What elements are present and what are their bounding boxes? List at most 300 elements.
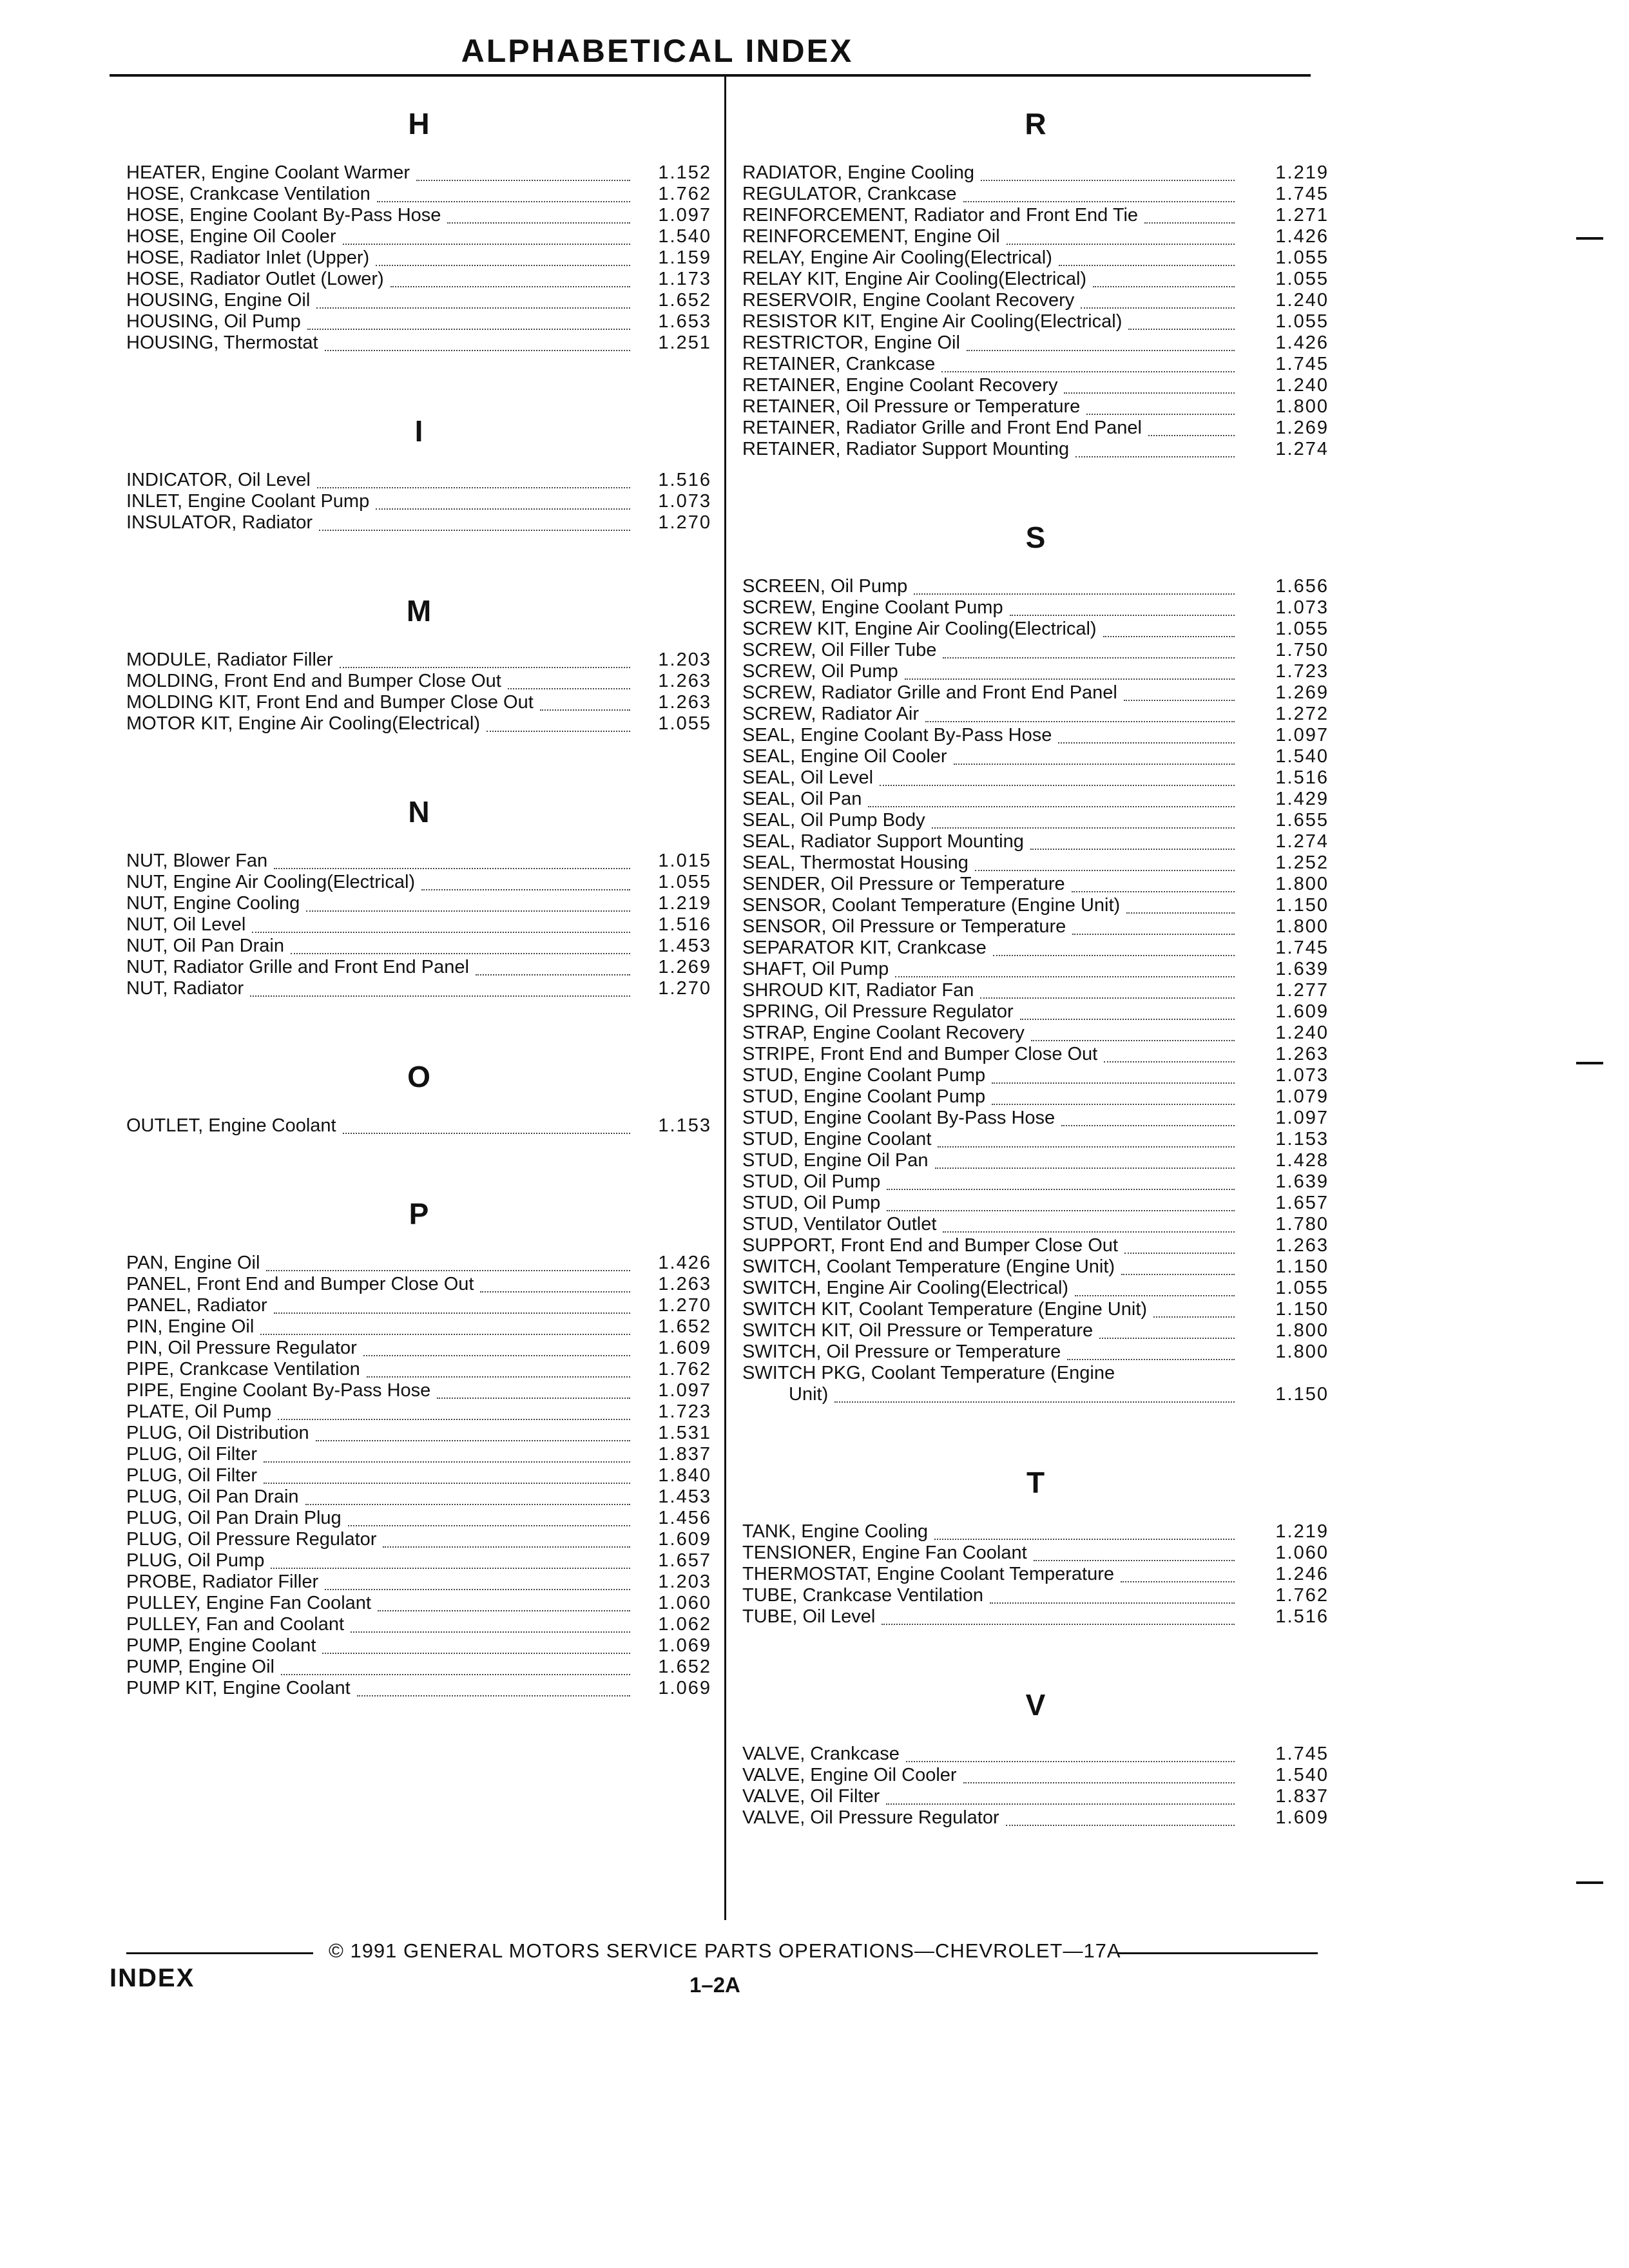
entry-page: 1.069 bbox=[658, 1678, 711, 1698]
dot-leader bbox=[1124, 1238, 1235, 1254]
entry-list bbox=[742, 162, 1329, 460]
entry-page: 1.745 bbox=[1275, 937, 1329, 958]
entry-page: 1.263 bbox=[658, 692, 711, 713]
dot-leader bbox=[1030, 834, 1235, 850]
dot-leader bbox=[941, 357, 1235, 372]
entry-name: PLUG, Oil Filter bbox=[126, 1444, 258, 1465]
dot-leader bbox=[1104, 1047, 1235, 1062]
dot-leader bbox=[305, 1490, 630, 1505]
entry-page: 1.263 bbox=[658, 1274, 711, 1294]
index-entry bbox=[742, 1606, 1329, 1628]
index-section bbox=[126, 572, 711, 735]
index-entry bbox=[742, 810, 1329, 831]
dot-leader bbox=[1093, 272, 1235, 287]
entry-page: 1.639 bbox=[1275, 959, 1329, 979]
index-section bbox=[126, 773, 711, 999]
index-entry bbox=[126, 1253, 711, 1274]
entry-name: SCREW, Oil Pump bbox=[742, 661, 898, 682]
entry-page: 1.150 bbox=[1275, 1299, 1329, 1320]
dot-leader bbox=[306, 896, 630, 912]
entry-name: NUT, Radiator Grille and Front End Panel bbox=[126, 957, 469, 977]
entry-name: NUT, Oil Pan Drain bbox=[126, 936, 284, 956]
entry-name: MOTOR KIT, Engine Air Cooling(Electrical) bbox=[126, 713, 481, 734]
entry-name: SWITCH KIT, Coolant Temperature (Engine Unit) bbox=[742, 1299, 1148, 1320]
entry-name: SCREEN, Oil Pump bbox=[742, 576, 908, 597]
index-entry bbox=[126, 1444, 711, 1465]
entry-page: 1.609 bbox=[658, 1338, 711, 1358]
dot-leader bbox=[992, 1090, 1235, 1105]
entry-name: HOUSING, Oil Pump bbox=[126, 311, 301, 332]
entry-name: SEAL, Radiator Support Mounting bbox=[742, 831, 1024, 852]
entry-page: 1.609 bbox=[658, 1529, 711, 1550]
dot-leader bbox=[938, 1132, 1235, 1148]
entry-page: 1.219 bbox=[1275, 1521, 1329, 1542]
dot-leader bbox=[447, 208, 630, 224]
dot-leader bbox=[1121, 1567, 1235, 1582]
index-entry bbox=[742, 597, 1329, 619]
entry-page: 1.153 bbox=[1275, 1129, 1329, 1149]
dot-leader bbox=[421, 875, 630, 890]
entry-list bbox=[126, 649, 711, 735]
dot-leader bbox=[1064, 378, 1235, 394]
index-entry bbox=[742, 332, 1329, 354]
dot-leader bbox=[416, 166, 630, 181]
dot-leader bbox=[1148, 421, 1235, 436]
index-entry bbox=[126, 1401, 711, 1423]
entry-name: PLUG, Oil Filter bbox=[126, 1465, 258, 1486]
dot-leader bbox=[1126, 898, 1235, 914]
entry-name: REGULATOR, Crankcase bbox=[742, 184, 957, 204]
dot-leader bbox=[316, 1426, 630, 1441]
entry-name: PLUG, Oil Pan Drain bbox=[126, 1486, 299, 1507]
entry-page: 1.271 bbox=[1275, 205, 1329, 226]
entry-name-continued: Unit) bbox=[789, 1384, 829, 1405]
dot-leader bbox=[943, 1217, 1235, 1233]
dot-leader bbox=[1121, 1260, 1235, 1275]
entry-page: 1.426 bbox=[658, 1253, 711, 1273]
index-entry bbox=[126, 1338, 711, 1359]
dot-leader bbox=[378, 1596, 630, 1611]
dot-leader bbox=[1072, 919, 1235, 935]
index-entry bbox=[126, 512, 711, 533]
entry-page: 1.516 bbox=[658, 470, 711, 490]
index-section bbox=[742, 499, 1329, 1405]
index-entry bbox=[126, 1274, 711, 1295]
footer-rule-right bbox=[1118, 1952, 1318, 1954]
entry-page: 1.652 bbox=[658, 290, 711, 311]
entry-page: 1.426 bbox=[1275, 332, 1329, 353]
entry-page: 1.240 bbox=[1275, 1023, 1329, 1043]
dot-leader bbox=[935, 1153, 1235, 1169]
index-entry bbox=[126, 1657, 711, 1678]
entry-name: RETAINER, Radiator Support Mounting bbox=[742, 439, 1070, 459]
index-entry bbox=[742, 1044, 1329, 1065]
entry-name: MODULE, Radiator Filler bbox=[126, 649, 333, 670]
section-letter: V bbox=[1025, 1688, 1046, 1722]
dot-leader bbox=[343, 1119, 630, 1134]
entry-name: MOLDING, Front End and Bumper Close Out bbox=[126, 671, 501, 691]
entry-name: PUMP, Engine Oil bbox=[126, 1657, 275, 1677]
entry-page: 1.097 bbox=[658, 205, 711, 226]
index-entry bbox=[742, 831, 1329, 852]
entry-list bbox=[126, 850, 711, 999]
dot-leader bbox=[376, 494, 630, 510]
index-entry bbox=[126, 1359, 711, 1380]
entry-name: HOSE, Engine Coolant By-Pass Hose bbox=[126, 205, 441, 226]
entry-name: SENDER, Oil Pressure or Temperature bbox=[742, 874, 1065, 894]
entry-page: 1.840 bbox=[658, 1465, 711, 1486]
entry-name: PLUG, Oil Pump bbox=[126, 1550, 265, 1571]
dot-leader bbox=[351, 1617, 630, 1633]
dot-leader bbox=[1128, 314, 1235, 330]
entry-page: 1.055 bbox=[1275, 311, 1329, 332]
index-entry bbox=[742, 937, 1329, 959]
index-entry bbox=[742, 1129, 1329, 1150]
entry-name: VALVE, Oil Filter bbox=[742, 1786, 880, 1807]
dot-leader bbox=[278, 1405, 630, 1420]
entry-page: 1.062 bbox=[658, 1614, 711, 1635]
entry-name: RETAINER, Crankcase bbox=[742, 354, 936, 374]
entry-name: SWITCH PKG, Coolant Temperature (Engine bbox=[742, 1363, 1115, 1383]
entry-page: 1.073 bbox=[658, 491, 711, 512]
index-entry bbox=[742, 1193, 1329, 1214]
index-entry bbox=[126, 1550, 711, 1571]
index-entry bbox=[742, 1299, 1329, 1320]
index-entry bbox=[742, 226, 1329, 247]
index-entry bbox=[126, 1115, 711, 1137]
entry-page: 1.429 bbox=[1275, 789, 1329, 809]
entry-page: 1.750 bbox=[1275, 640, 1329, 660]
entry-page: 1.656 bbox=[1275, 576, 1329, 597]
entry-name: SEAL, Oil Pan bbox=[742, 789, 862, 809]
index-entry bbox=[742, 1086, 1329, 1108]
entry-page: 1.540 bbox=[1275, 746, 1329, 767]
dot-leader bbox=[992, 1068, 1235, 1084]
entry-name: INSULATOR, Radiator bbox=[126, 512, 313, 533]
entry-name: SENSOR, Coolant Temperature (Engine Unit) bbox=[742, 895, 1121, 916]
entry-page: 1.240 bbox=[1275, 375, 1329, 396]
index-entry bbox=[742, 852, 1329, 874]
entry-name: TANK, Engine Cooling bbox=[742, 1521, 929, 1542]
section-letter: R bbox=[1025, 107, 1046, 140]
entry-page: 1.073 bbox=[1275, 1065, 1329, 1086]
entry-page: 1.269 bbox=[1275, 418, 1329, 438]
index-entry bbox=[742, 704, 1329, 725]
index-entry bbox=[742, 1108, 1329, 1129]
index-entry bbox=[742, 1171, 1329, 1193]
index-entry bbox=[126, 713, 711, 735]
entry-name: STUD, Engine Coolant Pump bbox=[742, 1086, 986, 1107]
entry-page: 1.456 bbox=[658, 1508, 711, 1528]
dot-leader bbox=[1067, 1345, 1235, 1360]
entry-page: 1.609 bbox=[1275, 1001, 1329, 1022]
entry-name: REINFORCEMENT, Engine Oil bbox=[742, 226, 1000, 247]
dot-leader bbox=[1124, 686, 1235, 701]
index-section bbox=[742, 85, 1329, 460]
entry-name: SEAL, Engine Oil Cooler bbox=[742, 746, 947, 767]
dot-leader bbox=[1006, 1811, 1235, 1826]
entry-name: TUBE, Oil Level bbox=[742, 1606, 876, 1627]
dot-leader bbox=[905, 664, 1235, 680]
index-entry bbox=[126, 290, 711, 311]
index-section bbox=[126, 1038, 711, 1137]
dot-leader bbox=[1081, 293, 1235, 309]
index-entry bbox=[742, 1542, 1329, 1564]
index-entry bbox=[126, 1295, 711, 1316]
entry-page: 1.800 bbox=[1275, 874, 1329, 894]
entry-name: RESERVOIR, Engine Coolant Recovery bbox=[742, 290, 1075, 311]
entry-page: 1.150 bbox=[1275, 1384, 1329, 1405]
dot-leader bbox=[895, 962, 1235, 977]
dot-leader bbox=[882, 1610, 1235, 1625]
entry-page: 1.800 bbox=[1275, 916, 1329, 937]
entry-name: MOLDING KIT, Front End and Bumper Close Out bbox=[126, 692, 534, 713]
dot-leader bbox=[508, 674, 630, 689]
dot-leader bbox=[954, 749, 1235, 765]
entry-page: 1.270 bbox=[658, 978, 711, 999]
entry-page: 1.159 bbox=[658, 247, 711, 268]
entry-page: 1.097 bbox=[658, 1380, 711, 1401]
entry-page: 1.055 bbox=[1275, 247, 1329, 268]
index-entry bbox=[126, 269, 711, 290]
section-letter: P bbox=[409, 1197, 429, 1231]
index-entry bbox=[742, 746, 1329, 767]
index-entry bbox=[742, 959, 1329, 980]
index-entry bbox=[126, 1571, 711, 1593]
dot-leader bbox=[316, 293, 630, 309]
index-entry bbox=[742, 682, 1329, 704]
index-entry bbox=[126, 936, 711, 957]
entry-name: PANEL, Radiator bbox=[126, 1295, 267, 1316]
entry-name: HOUSING, Thermostat bbox=[126, 332, 318, 353]
dot-leader bbox=[322, 1639, 630, 1654]
entry-name: SWITCH, Coolant Temperature (Engine Unit) bbox=[742, 1256, 1115, 1277]
index-entry bbox=[126, 649, 711, 671]
dot-leader bbox=[886, 1789, 1235, 1805]
dot-leader bbox=[274, 854, 630, 869]
entry-name: NUT, Blower Fan bbox=[126, 850, 268, 871]
dot-leader bbox=[266, 1256, 630, 1271]
dot-leader bbox=[1075, 1281, 1235, 1296]
dot-leader bbox=[834, 1387, 1235, 1403]
entry-page: 1.152 bbox=[658, 162, 711, 183]
entry-name: THERMOSTAT, Engine Coolant Temperature bbox=[742, 1564, 1115, 1584]
entry-page: 1.453 bbox=[658, 936, 711, 956]
dot-leader bbox=[980, 983, 1235, 999]
index-entry bbox=[742, 184, 1329, 205]
index-entry bbox=[742, 247, 1329, 269]
dot-leader bbox=[367, 1362, 630, 1378]
index-entry bbox=[742, 375, 1329, 396]
entry-name: PLATE, Oil Pump bbox=[126, 1401, 272, 1422]
index-section bbox=[742, 1666, 1329, 1829]
dot-leader bbox=[934, 1524, 1235, 1540]
entry-name: STUD, Engine Coolant Pump bbox=[742, 1065, 986, 1086]
entry-name: SEAL, Thermostat Housing bbox=[742, 852, 969, 873]
entry-name: PANEL, Front End and Bumper Close Out bbox=[126, 1274, 474, 1294]
index-entry bbox=[126, 311, 711, 332]
right-column bbox=[742, 79, 1329, 1867]
index-entry bbox=[742, 418, 1329, 439]
index-entry bbox=[742, 1786, 1329, 1807]
index-entry bbox=[742, 725, 1329, 746]
dot-leader bbox=[274, 1298, 630, 1314]
entry-name: PAN, Engine Oil bbox=[126, 1253, 260, 1273]
section-letter: T bbox=[1026, 1466, 1045, 1499]
index-entry bbox=[742, 205, 1329, 226]
entry-name: PUMP, Engine Coolant bbox=[126, 1635, 316, 1656]
index-entry bbox=[126, 1423, 711, 1444]
entry-list bbox=[126, 1115, 711, 1137]
dot-leader bbox=[993, 941, 1235, 956]
index-entry bbox=[742, 1363, 1329, 1405]
dot-leader bbox=[480, 1277, 630, 1293]
dot-leader bbox=[868, 792, 1235, 807]
entry-page: 1.762 bbox=[658, 184, 711, 204]
entry-name: SHROUD KIT, Radiator Fan bbox=[742, 980, 974, 1001]
dot-leader bbox=[932, 813, 1235, 829]
dot-leader bbox=[390, 272, 630, 287]
entry-page: 1.516 bbox=[1275, 767, 1329, 788]
entry-name: RADIATOR, Engine Cooling bbox=[742, 162, 974, 183]
dot-leader bbox=[357, 1681, 630, 1696]
dot-leader bbox=[291, 939, 630, 954]
dot-leader bbox=[376, 251, 630, 266]
entry-page: 1.069 bbox=[658, 1635, 711, 1656]
index-entry bbox=[126, 332, 711, 354]
entry-name: HOSE, Crankcase Ventilation bbox=[126, 184, 371, 204]
dot-leader bbox=[880, 771, 1235, 786]
entry-page: 1.531 bbox=[658, 1423, 711, 1443]
index-entry bbox=[126, 914, 711, 936]
dot-leader bbox=[437, 1383, 630, 1399]
dot-leader bbox=[540, 695, 630, 711]
entry-name: RELAY, Engine Air Cooling(Electrical) bbox=[742, 247, 1052, 268]
entry-page: 1.270 bbox=[658, 512, 711, 533]
dot-leader bbox=[963, 187, 1235, 202]
index-entry bbox=[742, 874, 1329, 895]
entry-name: SEPARATOR KIT, Crankcase bbox=[742, 937, 987, 958]
entry-page: 1.652 bbox=[658, 1657, 711, 1677]
entry-name: NUT, Radiator bbox=[126, 978, 244, 999]
entry-name: SEAL, Oil Pump Body bbox=[742, 810, 925, 831]
entry-name: SUPPORT, Front End and Bumper Close Out bbox=[742, 1235, 1118, 1256]
index-entry bbox=[126, 671, 711, 692]
index-entry bbox=[742, 1001, 1329, 1023]
dot-leader bbox=[250, 981, 630, 997]
entry-name: STUD, Engine Oil Pan bbox=[742, 1150, 929, 1171]
entry-name: VALVE, Oil Pressure Regulator bbox=[742, 1807, 999, 1828]
entry-name: STUD, Ventilator Outlet bbox=[742, 1214, 937, 1235]
index-entry bbox=[742, 661, 1329, 682]
entry-page: 1.745 bbox=[1275, 1744, 1329, 1764]
index-entry bbox=[126, 692, 711, 713]
index-entry bbox=[126, 1678, 711, 1699]
index-entry bbox=[126, 978, 711, 999]
entry-name: STRAP, Engine Coolant Recovery bbox=[742, 1023, 1025, 1043]
entry-page: 1.653 bbox=[658, 311, 711, 332]
entry-name: PULLEY, Fan and Coolant bbox=[126, 1614, 345, 1635]
entry-page: 1.269 bbox=[658, 957, 711, 977]
entry-name: SEAL, Engine Coolant By-Pass Hose bbox=[742, 725, 1052, 745]
section-letter: N bbox=[408, 795, 430, 829]
index-entry bbox=[126, 162, 711, 184]
index-entry bbox=[126, 470, 711, 491]
entry-name: NUT, Engine Cooling bbox=[126, 893, 300, 914]
entry-name: PIPE, Crankcase Ventilation bbox=[126, 1359, 360, 1379]
entry-name: HOSE, Radiator Inlet (Upper) bbox=[126, 247, 370, 268]
entry-name: RETAINER, Engine Coolant Recovery bbox=[742, 375, 1058, 396]
entry-name: SWITCH, Engine Air Cooling(Electrical) bbox=[742, 1278, 1069, 1298]
entry-page: 1.055 bbox=[1275, 619, 1329, 639]
entry-name: SCREW, Engine Coolant Pump bbox=[742, 597, 1003, 618]
index-entry bbox=[742, 439, 1329, 460]
entry-name: STUD, Oil Pump bbox=[742, 1171, 881, 1192]
entry-page: 1.723 bbox=[1275, 661, 1329, 682]
index-section bbox=[126, 392, 711, 533]
entry-page: 1.263 bbox=[1275, 1235, 1329, 1256]
dot-leader bbox=[340, 653, 630, 668]
entry-page: 1.745 bbox=[1275, 354, 1329, 374]
entry-name: SWITCH KIT, Oil Pressure or Temperature bbox=[742, 1320, 1094, 1341]
dot-leader bbox=[307, 314, 630, 330]
entry-list bbox=[742, 576, 1329, 1405]
index-entry bbox=[742, 1807, 1329, 1829]
entry-name: RESTRICTOR, Engine Oil bbox=[742, 332, 960, 353]
index-entry bbox=[126, 247, 711, 269]
index-entry bbox=[742, 1278, 1329, 1299]
entry-name: RETAINER, Radiator Grille and Front End Panel bbox=[742, 418, 1142, 438]
entry-name: SCREW, Oil Filler Tube bbox=[742, 640, 937, 660]
dot-leader bbox=[1007, 229, 1235, 245]
entry-name: SPRING, Oil Pressure Regulator bbox=[742, 1001, 1014, 1022]
index-entry bbox=[126, 872, 711, 893]
entry-page: 1.150 bbox=[1275, 895, 1329, 916]
entry-list bbox=[742, 1744, 1329, 1829]
entry-name: NUT, Oil Level bbox=[126, 914, 246, 935]
index-entry bbox=[126, 184, 711, 205]
index-entry bbox=[126, 1486, 711, 1508]
entry-page: 1.652 bbox=[658, 1316, 711, 1337]
entry-name: SCREW KIT, Engine Air Cooling(Electrical) bbox=[742, 619, 1097, 639]
margin-tick bbox=[1576, 1881, 1603, 1884]
index-entry bbox=[742, 1214, 1329, 1235]
entry-name: PIPE, Engine Coolant By-Pass Hose bbox=[126, 1380, 431, 1401]
entry-name: HEATER, Engine Coolant Warmer bbox=[126, 162, 410, 183]
entry-name: SHAFT, Oil Pump bbox=[742, 959, 889, 979]
entry-name: SENSOR, Oil Pressure or Temperature bbox=[742, 916, 1066, 937]
margin-tick bbox=[1576, 1062, 1603, 1064]
entry-page: 1.219 bbox=[1275, 162, 1329, 183]
dot-leader bbox=[260, 1320, 630, 1335]
dot-leader bbox=[1075, 442, 1235, 457]
entry-name: PROBE, Radiator Filler bbox=[126, 1571, 319, 1592]
entry-page: 1.426 bbox=[1275, 226, 1329, 247]
entry-name: PUMP KIT, Engine Coolant bbox=[126, 1678, 351, 1698]
entry-page: 1.079 bbox=[1275, 1086, 1329, 1107]
index-entry bbox=[126, 226, 711, 247]
dot-leader bbox=[325, 1575, 630, 1590]
entry-name: SCREW, Radiator Grille and Front End Panel bbox=[742, 682, 1117, 703]
entry-name: VALVE, Crankcase bbox=[742, 1744, 900, 1764]
dot-leader bbox=[271, 1553, 630, 1569]
entry-page: 1.762 bbox=[658, 1359, 711, 1379]
entry-page: 1.516 bbox=[1275, 1606, 1329, 1627]
entry-name: NUT, Engine Air Cooling(Electrical) bbox=[126, 872, 416, 892]
entry-name: RESISTOR KIT, Engine Air Cooling(Electrical) bbox=[742, 311, 1123, 332]
index-entry bbox=[126, 1635, 711, 1657]
index-entry bbox=[742, 290, 1329, 311]
